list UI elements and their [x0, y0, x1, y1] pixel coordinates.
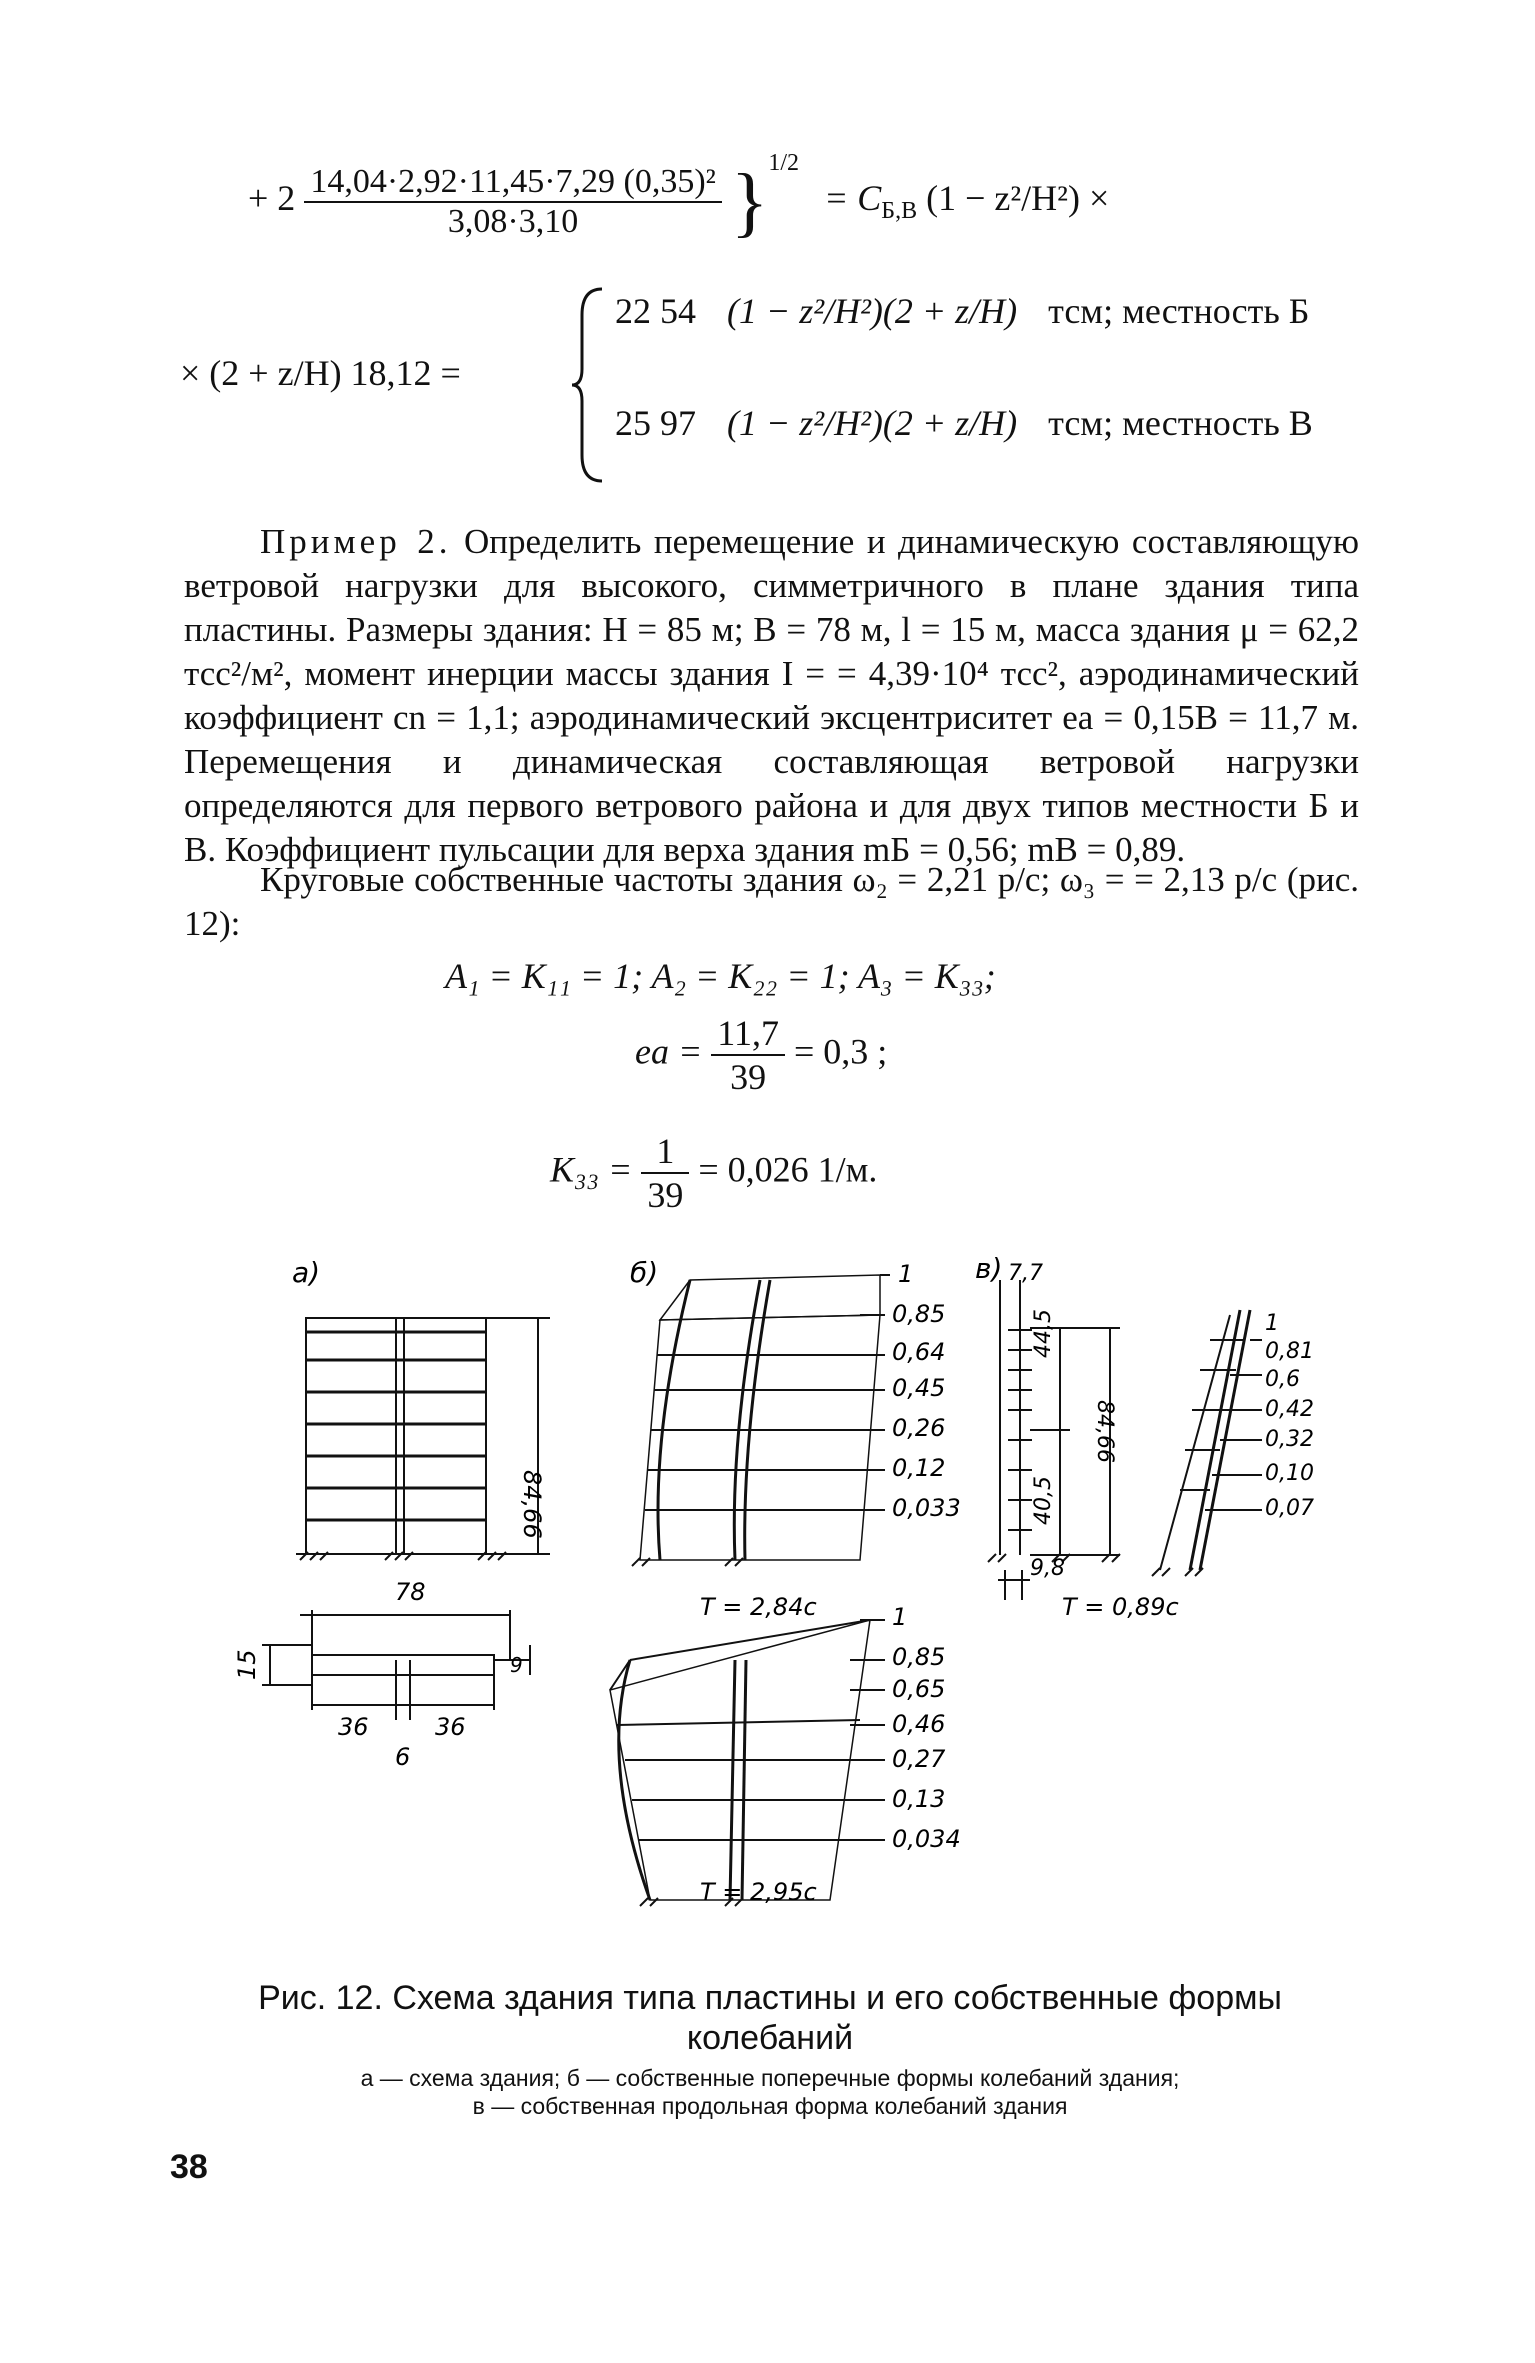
dim-v-upper: 44,5	[1031, 1309, 1056, 1358]
dim-v-top: 7,7	[1008, 1261, 1043, 1286]
v-value: 0,42	[1265, 1397, 1314, 1422]
equation-k33	[550, 1130, 877, 1216]
dim-plan-right: 36	[435, 1713, 466, 1741]
formula-2-case-1	[615, 290, 1309, 332]
formula-1-rhs-sub: Б,В	[881, 198, 918, 225]
b2-value: 1	[892, 1603, 908, 1631]
formula-1-bracket: (1 − z²/H²) ×	[926, 178, 1110, 218]
b1-period: T = 2,84c	[700, 1593, 817, 1621]
mode-shape-b2	[610, 1620, 870, 1900]
b2-value: 0,46	[892, 1710, 946, 1738]
mode-shape-b1	[640, 1275, 890, 1560]
b2-value: 0,13	[892, 1785, 946, 1813]
label-a: а)	[292, 1256, 321, 1289]
b2-mode-values	[892, 1603, 961, 1853]
figure-caption-legend	[150, 2064, 1390, 2120]
b1-value: 0,033	[892, 1494, 961, 1522]
dim-plan-gap: 6	[395, 1743, 411, 1771]
eq-k-rhs: = 0,026 1/м.	[698, 1149, 878, 1190]
b1-value: 0,12	[892, 1454, 946, 1482]
b2-value: 0,27	[892, 1745, 946, 1773]
case-1-expression: (1 − z²/H²)(2 + z/H)	[727, 291, 1018, 331]
v-value: 0,07	[1265, 1496, 1314, 1521]
case-2-coefficient: 25 97	[615, 403, 696, 443]
eq-e-lhs: eа =	[635, 1031, 703, 1072]
plan-view	[262, 1610, 530, 1720]
dim-plan-9: 9	[510, 1653, 523, 1677]
formula-1-prefix: + 2	[248, 178, 296, 218]
dim-plan-width: 78	[395, 1578, 426, 1606]
label-v: в)	[975, 1252, 1003, 1285]
figure-12	[0, 1240, 1535, 1920]
example-title: Пример 2.	[260, 522, 452, 561]
formula-2-lhs: × (2 + z/H) 18,12 =	[180, 353, 461, 393]
page-number: 38	[170, 2148, 208, 2186]
eq-k-lhs: K₃₃ =	[550, 1149, 633, 1190]
b2-period: T = 2,95c	[700, 1878, 817, 1906]
eq-k-fraction	[641, 1130, 689, 1216]
formula-1-brace: }	[730, 157, 769, 245]
eq-e-numerator: 11,7	[711, 1012, 785, 1056]
dim-plan-depth: 15	[233, 1649, 261, 1680]
b1-value: 0,64	[892, 1338, 946, 1366]
formula-2-case-2	[615, 402, 1313, 444]
frame-elevation	[296, 1318, 550, 1554]
formula-1-rhs: = C	[823, 178, 882, 218]
case-1-coefficient: 22 54	[615, 291, 696, 331]
paragraph-frequencies	[184, 858, 1359, 946]
v-mode-values	[1265, 1311, 1314, 1521]
b2-value: 0,034	[892, 1825, 961, 1853]
v-value: 0,6	[1265, 1367, 1300, 1392]
dim-height: 84,66	[518, 1470, 546, 1539]
case-2-expression: (1 − z²/H²)(2 + z/H)	[727, 403, 1018, 443]
formula-1-numerator: 14,04·2,92·11,45·7,29 (0,35)²	[304, 163, 722, 203]
b1-value: 0,45	[892, 1374, 946, 1402]
dim-v-width: 9,8	[1030, 1556, 1065, 1581]
v-value: 0,10	[1265, 1461, 1314, 1486]
dim-v-lower: 40,5	[1031, 1476, 1056, 1525]
paragraph-example-2	[184, 520, 1359, 872]
case-1-unit: тсм; местность Б	[1048, 291, 1310, 331]
v-period: T = 0,89c	[1062, 1593, 1179, 1621]
b1-value: 0,85	[892, 1300, 946, 1328]
b1-value: 1	[898, 1260, 914, 1288]
caption-line-a: а — схема здания; б — собственные поперечные формы колебаний здания;	[360, 2065, 1180, 2091]
b2-value: 0,65	[892, 1675, 946, 1703]
eq-k-numerator: 1	[641, 1130, 689, 1174]
formula-1	[248, 150, 1109, 247]
eq-e-denominator: 39	[730, 1057, 767, 1097]
caption-line-b: в — собственная продольная форма колебаний здания	[472, 2093, 1068, 2119]
formula-1-fraction	[304, 163, 722, 241]
formula-1-power: 1/2	[768, 150, 799, 176]
v-value: 0,32	[1265, 1427, 1314, 1452]
v-value: 0,81	[1265, 1339, 1314, 1364]
figure-caption-title: Рис. 12. Схема здания типа пластины и его собственные формы колебаний	[258, 1979, 1282, 2057]
paragraph-1-text: Определить перемещение и динамическую составляющую ветровой нагрузки для высокого, симметричного в плане здания типа пластины. Размеры здания: H = 85 м; B = 78 м, l = 15 м, масса здания μ = 62,2 тсс²/м², момент инерции массы здания I = = 4,39·10⁴ тсс², аэродинамический коэффициент cn = 1,1; аэродинамический эксцентриситет eа = 0,15B = 11,7 м. Перемещения и динамическая составляющая ветровой нагрузки определяются для первого ветрового района и для двух типов местности Б и В. Коэффициент пульсации для верха здания mБ = 0,56; mВ = 0,89.	[184, 522, 1360, 869]
paragraph-2-text: Круговые собственные частоты здания ω₂ = 2,21 р/с; ω₃ = = 2,13 р/с (рис. 12):	[184, 860, 1359, 943]
formula-2-brace-icon	[570, 285, 610, 485]
dim-plan-left: 36	[338, 1713, 369, 1741]
case-2-unit: тсм; местность В	[1048, 403, 1313, 443]
b1-mode-values	[892, 1260, 961, 1522]
equation-eccentricity	[635, 1012, 887, 1098]
v-value: 1	[1265, 1311, 1279, 1336]
b1-value: 0,26	[892, 1414, 946, 1442]
formula-1-denominator: 3,08·3,10	[447, 202, 579, 240]
label-b: б)	[630, 1256, 659, 1289]
eq-k-denominator: 39	[647, 1175, 684, 1215]
equation-a-coefficients: A₁ = K₁₁ = 1; A₂ = K₂₂ = 1; A₃ = K₃₃;	[445, 956, 996, 996]
eq-e-fraction	[711, 1012, 785, 1098]
eq-e-rhs: = 0,3 ;	[793, 1031, 888, 1072]
dim-v-total: 84,66	[1092, 1400, 1117, 1463]
b2-value: 0,85	[892, 1643, 946, 1671]
